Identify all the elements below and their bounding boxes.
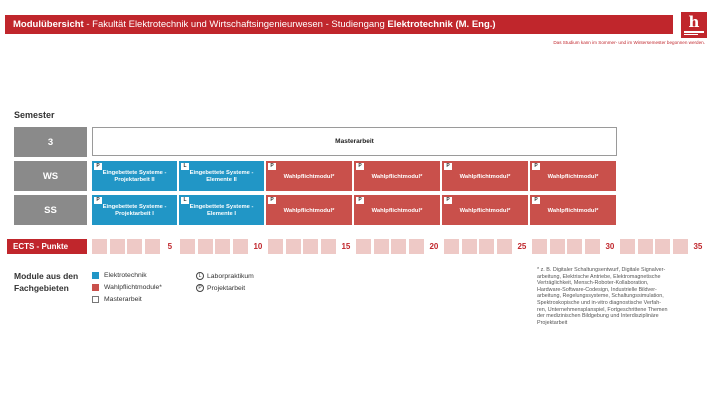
title-bold: Modulübersicht (13, 19, 84, 30)
ss-module-2 (179, 195, 264, 225)
legend-label: Projektarbeit (207, 284, 246, 292)
row-head-ws: WS (14, 161, 87, 191)
ects-cell (532, 239, 547, 254)
ects-cell (356, 239, 371, 254)
ss-module-6 (530, 195, 616, 225)
ects-cell (268, 239, 283, 254)
footnote-line: Hardware-Software-Codesign, Industrielle Bildver- (537, 286, 657, 293)
ects-mark: 10 (250, 239, 265, 254)
ects-cell (233, 239, 248, 254)
ects-cell (127, 239, 142, 254)
legend-item-projektarbeit (196, 284, 245, 292)
footnote-line: der medizinischen Bildgebung und Interdisziplinäre (537, 313, 659, 320)
start-note: Das Studium kann im Sommer- und im Wintersemester begonnen werden. (553, 40, 705, 45)
project-icon: P (532, 163, 540, 170)
project-icon: P (94, 163, 102, 170)
footnote (537, 267, 707, 326)
module-label: Wahlpflichtmodul* (547, 173, 599, 180)
module-label: Wahlpflichtmodul* (547, 207, 599, 214)
project-icon: P (268, 163, 276, 170)
project-icon: P (444, 163, 452, 170)
project-icon: P (196, 284, 204, 292)
ects-mark: 30 (602, 239, 617, 254)
footnote-line: * z. B. Digitaler Schaltungsentwurf, Digitale Signalver- (537, 267, 666, 273)
ects-cell (567, 239, 582, 254)
legend-title: Module aus den Fachgebieten (14, 271, 79, 293)
ss-module-1 (92, 195, 177, 225)
logo-stripe-small (684, 34, 698, 35)
ects-cell (180, 239, 195, 254)
module-label: Wahlpflichtmodul* (283, 207, 335, 214)
project-icon: P (268, 197, 276, 204)
ects-cell (444, 239, 459, 254)
ects-cell (198, 239, 213, 254)
semester-label: Semester (14, 110, 55, 120)
project-icon: P (356, 197, 364, 204)
row-head-ss: SS (14, 195, 87, 225)
project-icon: P (532, 197, 540, 204)
ects-cell (391, 239, 406, 254)
title-rest: - Fakultät Elektrotechnik und Wirtschaftsingenieurwesen - Studiengang (83, 19, 388, 30)
ects-mark: 15 (338, 239, 353, 254)
project-icon: P (444, 197, 452, 204)
ects-cell (321, 239, 336, 254)
logo-stripe (684, 31, 704, 33)
ws-module-2 (179, 161, 264, 191)
ects-cell (479, 239, 494, 254)
ects-cell (655, 239, 670, 254)
legend-swatch-blue (92, 272, 99, 279)
ws-module-6 (530, 161, 616, 191)
ss-module-3 (266, 195, 352, 225)
ws-module-1 (92, 161, 177, 191)
ws-module-5 (442, 161, 528, 191)
ss-module-5 (442, 195, 528, 225)
module-label: Eingebettete Systeme - Projektarbeit I (102, 204, 167, 217)
project-icon: P (94, 197, 102, 204)
ects-cell (620, 239, 635, 254)
university-logo (681, 12, 707, 38)
legend-label: Laborpraktikum (207, 272, 254, 280)
ects-cell (409, 239, 424, 254)
ects-cell (110, 239, 125, 254)
footnote-line: arbeitung, Elektrische Antriebe, Elektromagnetische (537, 273, 661, 280)
ects-mark: 5 (162, 239, 177, 254)
ects-cell (303, 239, 318, 254)
ects-cell (462, 239, 477, 254)
ects-cell (145, 239, 160, 254)
ects-cell (638, 239, 653, 254)
footnote-line: Spektroskopische und in-vitro diagnostische Verfah- (537, 299, 662, 306)
title-program: Elektrotechnik (M. Eng.) (387, 19, 496, 30)
legend-item-elektrotechnik (92, 272, 147, 279)
legend-swatch-white (92, 296, 99, 303)
module-label: Eingebettete Systeme - Elemente II (189, 170, 254, 183)
module-label: Eingebettete Systeme - Projektarbeit II (102, 170, 167, 183)
legend-item-laborpraktikum (196, 272, 254, 280)
footnote-line: ren, Unternehmensplanspiel, Fortgeschrittene Themen (537, 306, 668, 313)
module-label: Wahlpflichtmodul* (371, 207, 423, 214)
legend-swatch-red (92, 284, 99, 291)
lab-icon: L (181, 197, 189, 204)
ects-cell (497, 239, 512, 254)
ects-cell (286, 239, 301, 254)
legend-item-masterarbeit (92, 296, 142, 303)
module-label: Wahlpflichtmodul* (371, 173, 423, 180)
ss-module-4 (354, 195, 440, 225)
legend-label: Elektrotechnik (104, 272, 147, 279)
ects-cell (673, 239, 688, 254)
footnote-line: Verträglichkeit, Mensch-Roboter-Kollaboration, (537, 280, 649, 287)
ects-cell (374, 239, 389, 254)
footnote-line: arbeitung, Regelungssysteme, Schaltungssimulation, (537, 293, 664, 300)
page-title (5, 15, 673, 34)
ects-cell (92, 239, 107, 254)
ects-cell (215, 239, 230, 254)
module-label: Wahlpflichtmodul* (459, 173, 511, 180)
footnote-line: Projektarbeit (537, 319, 568, 326)
master-thesis-box: Masterarbeit (92, 127, 617, 156)
row-head-3: 3 (14, 127, 87, 157)
ws-module-3 (266, 161, 352, 191)
ects-cell (550, 239, 565, 254)
ects-label: ECTS - Punkte (7, 239, 87, 254)
ects-cell (585, 239, 600, 254)
logo-letter: h (688, 13, 700, 31)
module-label: Wahlpflichtmodul* (459, 207, 511, 214)
project-icon: P (356, 163, 364, 170)
legend-label: Masterarbeit (104, 296, 142, 303)
legend-item-wahlpflicht (92, 284, 162, 291)
module-label: Eingebettete Systeme - Elemente I (189, 204, 254, 217)
lab-icon: L (196, 272, 204, 280)
ects-mark: 20 (426, 239, 441, 254)
ects-mark: 25 (514, 239, 529, 254)
ects-mark: 35 (690, 239, 705, 254)
ws-module-4 (354, 161, 440, 191)
module-label: Wahlpflichtmodul* (283, 173, 335, 180)
legend-label: Wahlpflichtmodule* (104, 284, 162, 291)
lab-icon: L (181, 163, 189, 170)
